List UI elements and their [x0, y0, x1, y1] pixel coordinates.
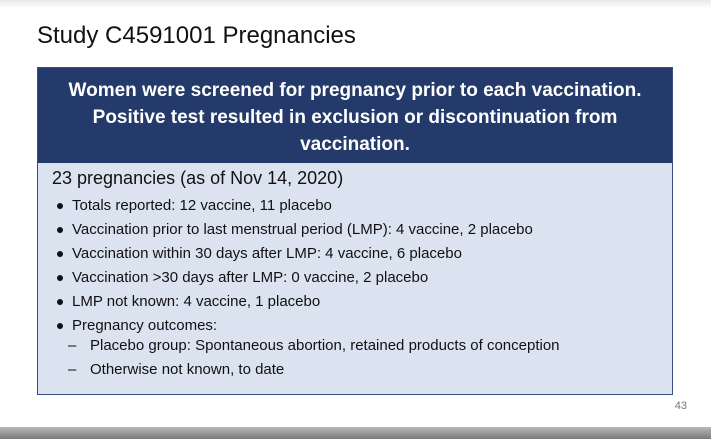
sub-bullet-list	[68, 335, 560, 383]
banner-line: vaccination.	[300, 134, 410, 155]
bullet-text: Vaccination within 30 days after LMP: 4 vaccine, 6 placebo	[72, 245, 462, 262]
bullet-item	[56, 195, 533, 219]
sub-bullet-item	[68, 335, 560, 359]
bullet-dot-icon	[57, 203, 63, 209]
bullet-dot-icon	[57, 251, 63, 257]
banner-line: Women were screened for pregnancy prior to each vaccination.	[68, 80, 642, 101]
bullet-item	[56, 219, 533, 243]
sub-bullet-text: Otherwise not known, to date	[90, 361, 285, 378]
sub-bullet-text: Placebo group: Spontaneous abortion, retained products of conception	[90, 337, 560, 354]
slide-title: Study C4591001 Pregnancies	[37, 22, 356, 49]
banner-line: Positive test resulted in exclusion or discontinuation from	[92, 107, 618, 128]
page-number: 43	[674, 400, 687, 412]
pregnancy-summary: 23 pregnancies (as of Nov 14, 2020)	[52, 168, 344, 188]
bullet-list	[56, 195, 533, 339]
bullet-dot-icon	[57, 323, 63, 329]
dash-marker-icon: –	[68, 361, 77, 378]
sub-bullet-item	[68, 359, 560, 383]
bullet-item	[56, 291, 533, 315]
bullet-dot-icon	[57, 275, 63, 281]
bullet-text: Pregnancy outcomes:	[72, 317, 218, 334]
content-panel	[37, 67, 673, 395]
bullet-text: LMP not known: 4 vaccine, 1 placebo	[72, 293, 321, 310]
bullet-text: Totals reported: 12 vaccine, 11 placebo	[72, 197, 332, 214]
bullet-dot-icon	[57, 227, 63, 233]
bullet-text: Vaccination prior to last menstrual period (LMP): 4 vaccine, 2 placebo	[72, 221, 533, 238]
bullet-item	[56, 267, 533, 291]
bottom-edge-bar	[0, 427, 711, 439]
bullet-item	[56, 243, 533, 267]
bullet-text: Vaccination >30 days after LMP: 0 vaccine, 2 placebo	[72, 269, 429, 286]
top-edge-strip	[0, 0, 711, 8]
bullet-dot-icon	[57, 299, 63, 305]
dash-marker-icon: –	[68, 337, 77, 354]
highlight-banner	[38, 68, 672, 163]
